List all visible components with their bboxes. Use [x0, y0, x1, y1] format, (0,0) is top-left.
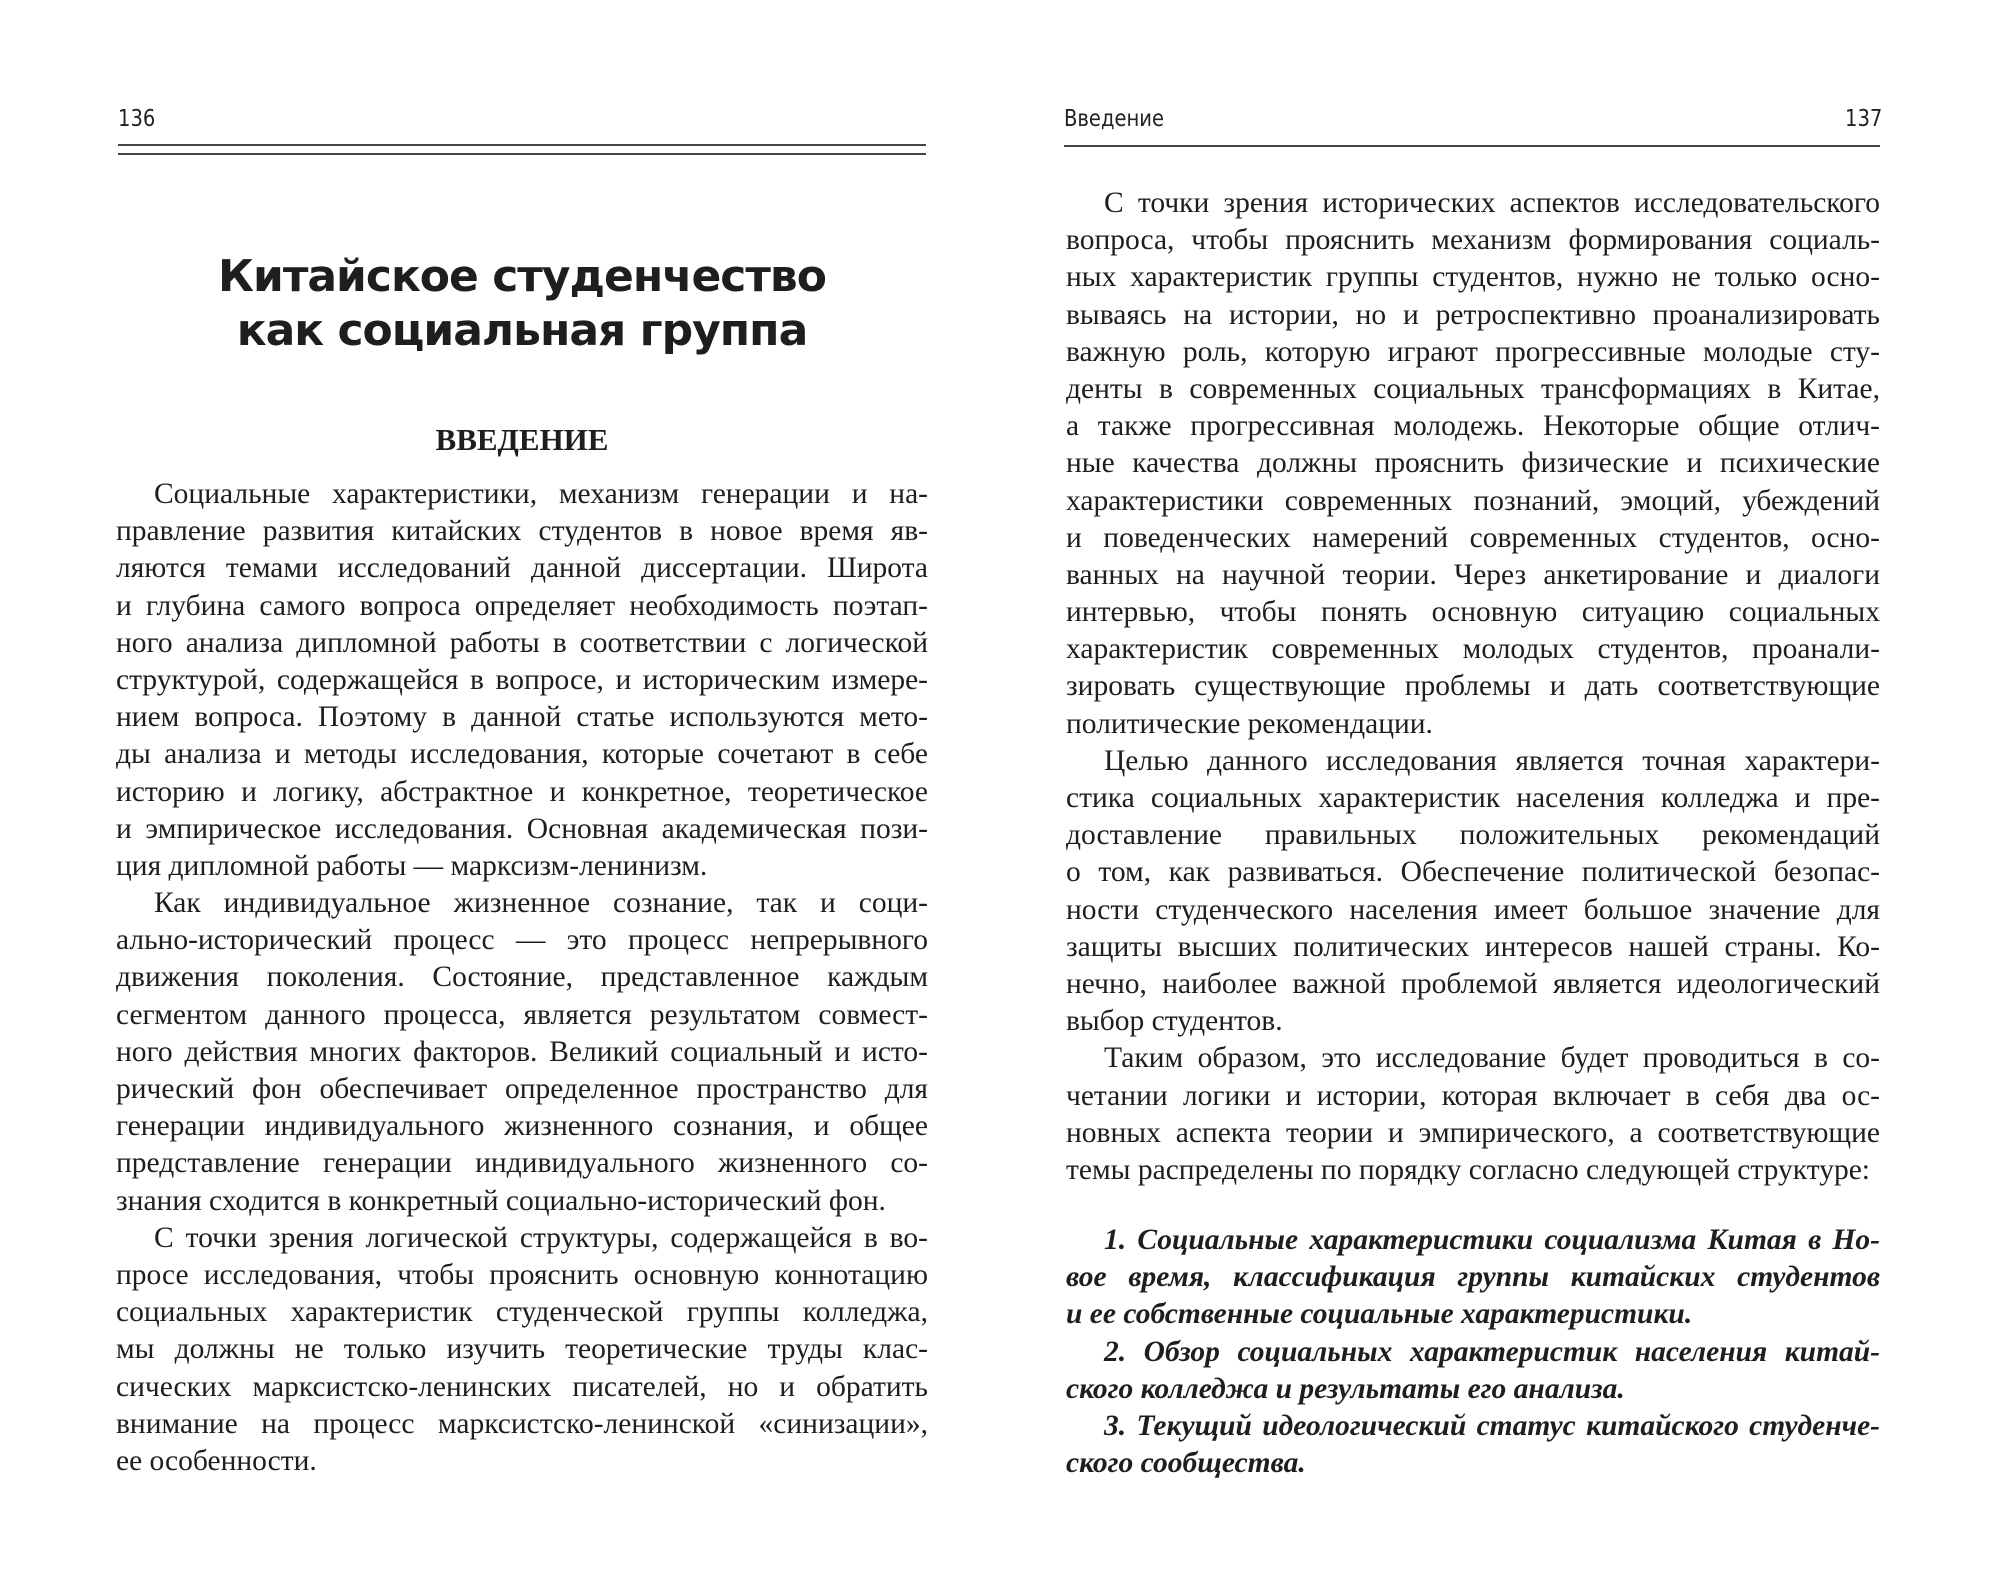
text-line: и глубина самого вопроса определяет необходимость поэтап- [116, 589, 928, 622]
text-line: темы распределены по порядку согласно следующей структуре: [1066, 1153, 1870, 1186]
text-line: знания сходится в конкретный социально-исторический фон. [116, 1184, 886, 1217]
text-line: ного действия многих факторов. Великий социальный и исто- [116, 1035, 928, 1068]
header-rule-top [118, 144, 926, 146]
text-line: Таким образом, это исследование будет проводиться в со- [1104, 1042, 1880, 1075]
text-line: ально-исторический процесс — это процесс непрерывного [116, 924, 928, 957]
paragraph [1066, 1040, 1880, 1189]
text-line: характеристики современных познаний, эмоций, убеждений [1066, 484, 1880, 517]
text-line: движения поколения. Состояние, представленное каждым [116, 961, 928, 994]
page-number-left: 136 [118, 106, 156, 132]
text-line: денты в современных социальных трансформациях в Китае, [1066, 372, 1880, 405]
text-line: вое время, классификация группы китайских студентов [1066, 1261, 1880, 1294]
section-heading: ВВЕДЕНИЕ [435, 422, 609, 457]
text-line: ского колледжа и результаты его анализа. [1066, 1372, 1625, 1405]
text-line: ды анализа и методы исследования, которые сочетают в себе [116, 738, 928, 771]
page-number-right: 137 [1845, 106, 1883, 132]
text-line: стика социальных характеристик населения колледжа и пре- [1066, 782, 1880, 814]
text-line: генерации индивидуального жизненного сознания, и общее [116, 1110, 928, 1143]
text-line: социальных характеристик студенческой группы колледжа, [116, 1296, 928, 1329]
paragraph [1066, 185, 1880, 743]
text-line: правление развития китайских студентов в новое время яв- [116, 515, 928, 548]
paragraph [116, 1220, 928, 1480]
text-line: Социальные характеристики, механизм генерации и на- [154, 478, 928, 510]
text-line: нием вопроса. Поэтому в данной статье используются мето- [116, 701, 928, 734]
text-line: новных аспекта теории и эмпирического, а соответствующие [1066, 1116, 1880, 1149]
text-line: просе исследования, чтобы прояснить основную коннотацию [116, 1258, 928, 1291]
list-item [1066, 1408, 1880, 1482]
text-line: Как индивидуальное жизненное сознание, так и соци- [154, 887, 928, 920]
text-line: ные качества должны прояснить физические и психические [1066, 447, 1880, 480]
header-rule-bottom [118, 153, 926, 155]
text-line: сических марксистско-ленинских писателей, но и обратить [116, 1370, 928, 1403]
text-line: а также прогрессивная молодежь. Некоторые общие отлич- [1066, 410, 1880, 443]
text-line: ее особенности. [116, 1444, 317, 1477]
text-line: ляются темами исследований данной диссертации. Широта [116, 552, 928, 585]
chapter-title [118, 250, 926, 358]
text-line: ского сообщества. [1066, 1447, 1306, 1480]
text-line: мы должны не только изучить теоретические труды клас- [116, 1333, 928, 1366]
text-line: ных характеристик группы студентов, нужно не только осно- [1066, 261, 1880, 294]
text-line: ного анализа дипломной работы в соответствии с логической [116, 626, 928, 659]
text-line: защиты высших политических интересов нашей страны. Ко- [1066, 930, 1880, 963]
text-line: доставление правильных положительных рекомендаций [1066, 819, 1880, 852]
paragraph [116, 885, 928, 1220]
text-line: четании логики и истории, которая включает в себя два ос- [1066, 1079, 1880, 1112]
text-line: и эмпирическое исследования. Основная академическая пози- [116, 812, 928, 845]
text-line: С точки зрения логической структуры, содержащейся в во- [154, 1221, 928, 1254]
text-line: интервью, чтобы понять основную ситуацию социальных [1066, 596, 1880, 629]
chapter-title-line: Китайское студенчество [218, 251, 826, 302]
left-body-text [116, 476, 928, 1480]
paragraph [1066, 743, 1880, 1041]
chapter-title-line: как социальная группа [236, 305, 808, 356]
text-line: ция дипломной работы — марксизм-ленинизм. [116, 849, 708, 882]
text-line: политические рекомендации. [1066, 707, 1433, 740]
text-line: Целью данного исследования является точная характери- [1104, 744, 1880, 777]
text-line: сегментом данного процесса, является результатом совмест- [116, 998, 928, 1031]
running-header: Введение [1064, 106, 1165, 132]
text-line: вопроса, чтобы прояснить механизм формирования социаль- [1066, 224, 1880, 257]
text-line: С точки зрения исторических аспектов исследовательского [1104, 187, 1880, 219]
text-line: ванных на научной теории. Через анкетирование и диалоги [1066, 558, 1880, 591]
text-line: внимание на процесс марксистско-ленинской «синизации», [116, 1407, 928, 1440]
right-body-text [1066, 185, 1880, 1189]
list-item [1066, 1334, 1880, 1408]
list-item [1066, 1222, 1880, 1334]
header-rule [1064, 145, 1880, 147]
text-line: историю и логику, абстрактное и конкретное, теоретическое [116, 775, 928, 808]
text-line: структурой, содержащейся в вопросе, и историческим измере- [116, 663, 928, 696]
text-line: ности студенческого населения имеет большое значение для [1066, 893, 1880, 926]
text-line: 2. Обзор социальных характеристик населения китай- [1104, 1335, 1880, 1368]
text-line: представление генерации индивидуального жизненного со- [116, 1147, 928, 1180]
structure-list [1066, 1222, 1880, 1482]
text-line: характеристик современных молодых студентов, проанали- [1066, 633, 1880, 666]
text-line: вываясь на истории, но и ретроспективно проанализировать [1066, 298, 1880, 331]
text-line: 1. Социальные характеристики социализма Китая в Но- [1104, 1224, 1880, 1256]
text-line: нечно, наиболее важной проблемой является идеологический [1066, 967, 1880, 1000]
text-line: и ее собственные социальные характеристики. [1066, 1298, 1693, 1331]
text-line: важную роль, которую играют прогрессивные молодые сту- [1066, 335, 1880, 368]
text-line: о том, как развиваться. Обеспечение политической безопас- [1066, 856, 1880, 889]
text-line: выбор студентов. [1066, 1005, 1283, 1038]
paragraph [116, 476, 928, 885]
text-line: рический фон обеспечивает определенное пространство для [116, 1073, 928, 1105]
text-line: и поведенческих намерений современных студентов, осно- [1066, 521, 1880, 554]
text-line: 3. Текущий идеологический статус китайского студенче- [1104, 1409, 1880, 1442]
text-line: зировать существующие проблемы и дать соответствующие [1066, 670, 1880, 703]
